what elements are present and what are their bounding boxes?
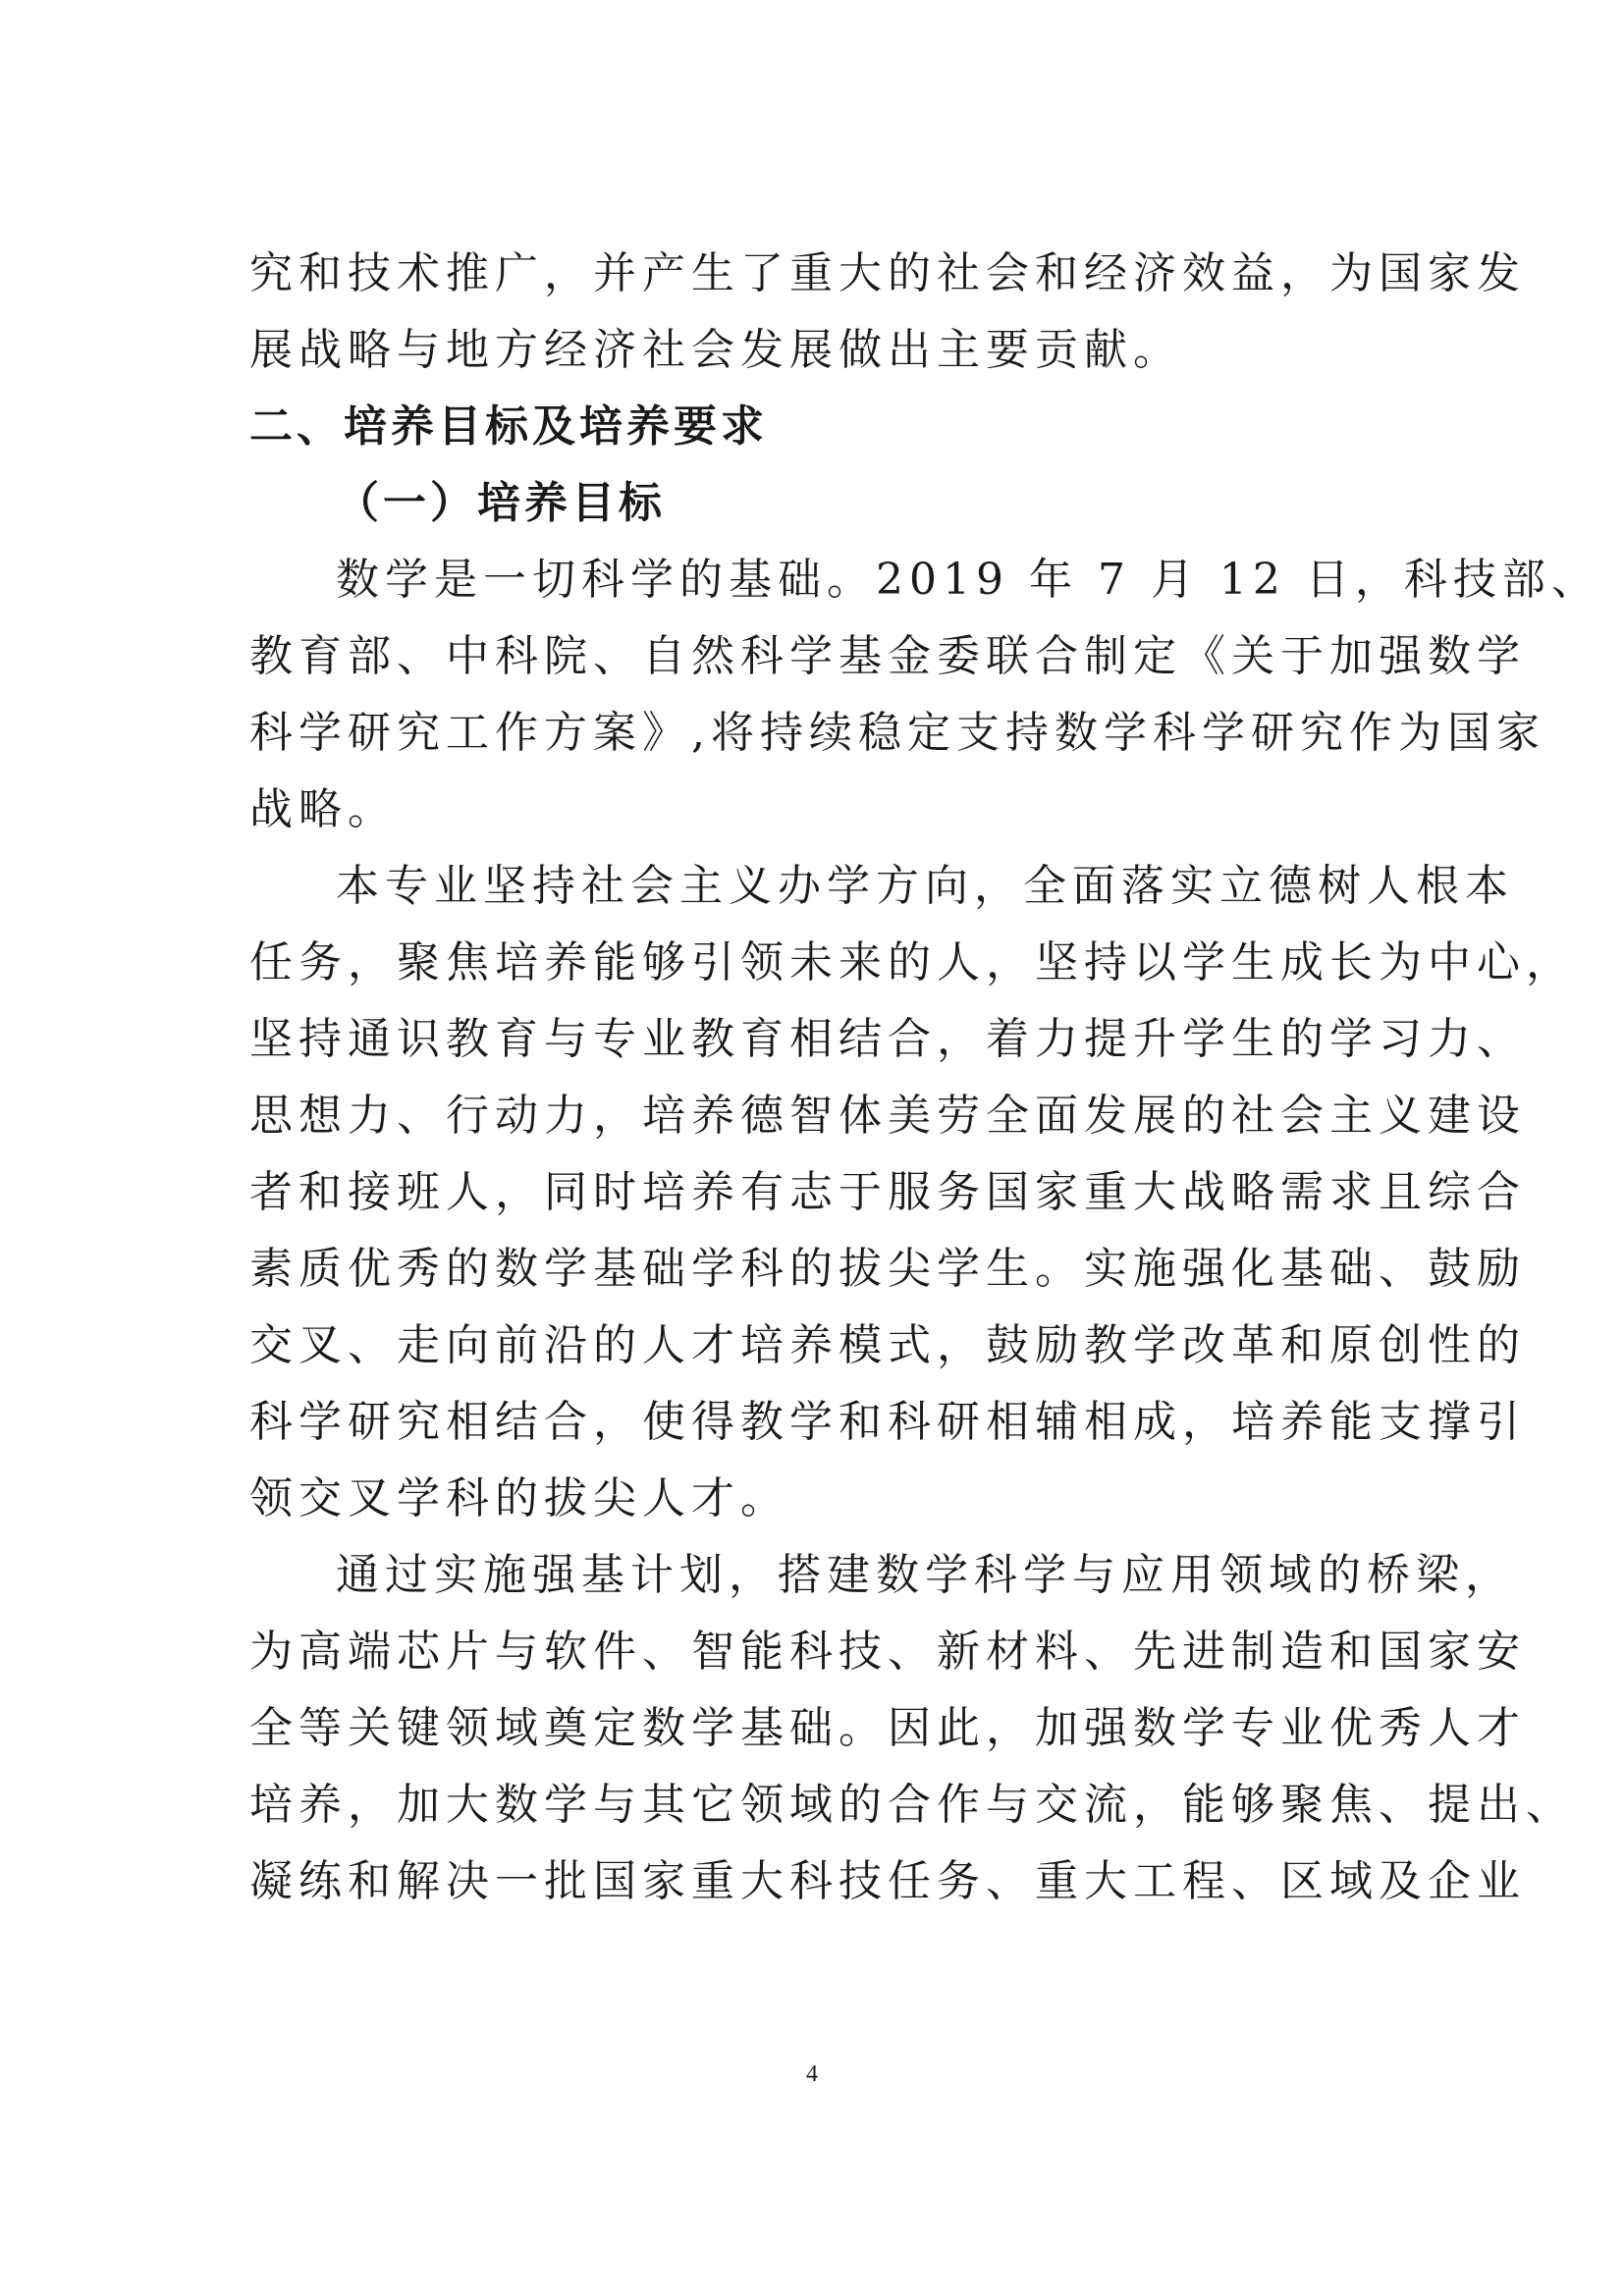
text-line: 坚持通识教育与专业教育相结合，着力提升学生的学习力、 bbox=[249, 1014, 1526, 1064]
text-line: 全等关键领域奠定数学基础。因此，加强数学专业优秀人才 bbox=[249, 1703, 1526, 1753]
page-number: 4 bbox=[806, 2061, 818, 2087]
text-line: 究和技术推广，并产生了重大的社会和经济效益，为国家发 bbox=[249, 248, 1526, 298]
text-line: 展战略与地方经济社会发展做出主要贡献。 bbox=[249, 325, 1182, 375]
text-line: 本专业坚持社会主义办学方向，全面落实立德树人根本 bbox=[336, 861, 1514, 911]
text-line: 为高端芯片与软件、智能科技、新材料、先进制造和国家安 bbox=[249, 1627, 1526, 1677]
text-line: 战略。 bbox=[249, 784, 397, 834]
text-line: 科学研究相结合，使得教学和科研相辅相成，培养能支撑引 bbox=[249, 1397, 1526, 1447]
text-line: 教育部、中科院、自然科学基金委联合制定《关于加强数学 bbox=[249, 631, 1526, 681]
paragraph-2 bbox=[249, 848, 1575, 1537]
text-line: 者和接班人，同时培养有志于服务国家重大战略需求且综合 bbox=[249, 1167, 1526, 1217]
text-line: 凝练和解决一批国家重大科技任务、重大工程、区域及企业 bbox=[249, 1856, 1526, 1906]
text-line: 思想力、行动力，培养德智体美劳全面发展的社会主义建设 bbox=[249, 1091, 1526, 1141]
text-line: 科学研究工作方案》,将持续稳定支持数学科学研究作为国家 bbox=[249, 708, 1545, 758]
section-heading: 二、培养目标及培养要求 bbox=[249, 401, 768, 452]
text-line: 任务，聚焦培养能够引领未来的人，坚持以学生成长为中心， bbox=[249, 937, 1575, 988]
text-line: 素质优秀的数学基础学科的拔尖学生。实施强化基础、鼓励 bbox=[249, 1244, 1526, 1294]
subsection-heading: （一）培养目标 bbox=[336, 478, 666, 528]
paragraph-1 bbox=[249, 542, 1600, 848]
text-line: 通过实施强基计划，搭建数学科学与应用领域的桥梁， bbox=[336, 1550, 1514, 1600]
paragraph-3 bbox=[249, 1537, 1575, 1920]
text-line: 数学是一切科学的基础。2019 年 7 月 12 日，科技部、 bbox=[336, 555, 1600, 605]
text-line: 交叉、走向前沿的人才培养模式，鼓励教学改革和原创性的 bbox=[249, 1320, 1526, 1370]
continuation-paragraph bbox=[249, 236, 1526, 389]
text-line: 领交叉学科的拔尖人才。 bbox=[249, 1473, 789, 1523]
text-line: 培养，加大数学与其它领域的合作与交流，能够聚焦、提出、 bbox=[249, 1780, 1575, 1830]
